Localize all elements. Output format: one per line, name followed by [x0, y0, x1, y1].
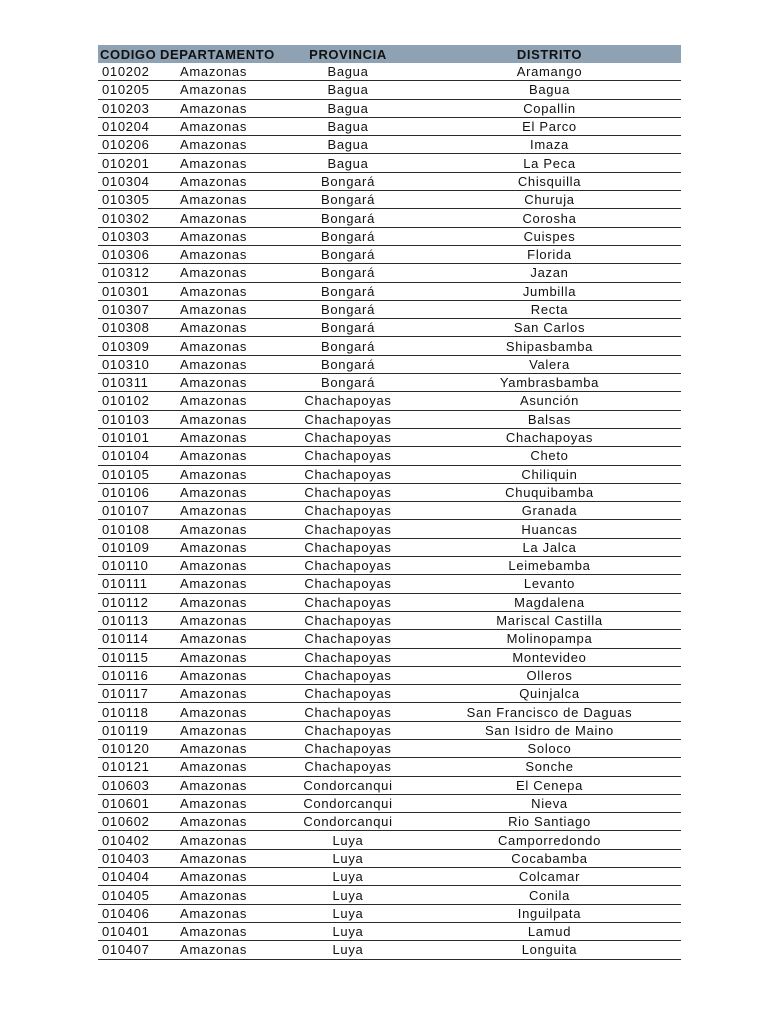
table-row	[98, 538, 681, 556]
table-row	[98, 465, 681, 483]
cell-provincia: Chachapoyas	[278, 465, 418, 483]
cell-codigo: 010304	[98, 172, 158, 190]
cell-distrito: Cheto	[418, 447, 681, 465]
cell-distrito: Chiliquin	[418, 465, 681, 483]
table-row	[98, 81, 681, 99]
cell-departamento: Amazonas	[158, 264, 278, 282]
header-provincia: PROVINCIA	[309, 46, 387, 62]
table-row	[98, 191, 681, 209]
cell-codigo: 010114	[98, 630, 158, 648]
cell-provincia: Luya	[278, 941, 418, 959]
cell-distrito: Florida	[418, 245, 681, 263]
cell-departamento: Amazonas	[158, 81, 278, 99]
table-row	[98, 502, 681, 520]
cell-departamento: Amazonas	[158, 886, 278, 904]
table-row	[98, 410, 681, 428]
cell-provincia: Bongará	[278, 191, 418, 209]
cell-provincia: Chachapoyas	[278, 721, 418, 739]
cell-distrito: Balsas	[418, 410, 681, 428]
cell-departamento: Amazonas	[158, 502, 278, 520]
table-row	[98, 721, 681, 739]
cell-departamento: Amazonas	[158, 813, 278, 831]
cell-departamento: Amazonas	[158, 611, 278, 629]
cell-provincia: Chachapoyas	[278, 538, 418, 556]
cell-distrito: Bagua	[418, 81, 681, 99]
cell-codigo: 010204	[98, 117, 158, 135]
cell-distrito: Chachapoyas	[418, 428, 681, 446]
table-row	[98, 648, 681, 666]
cell-codigo: 010110	[98, 557, 158, 575]
cell-provincia: Bongará	[278, 282, 418, 300]
cell-distrito: La Jalca	[418, 538, 681, 556]
table-row	[98, 392, 681, 410]
table-row	[98, 666, 681, 684]
cell-distrito: Asunción	[418, 392, 681, 410]
cell-distrito: Colcamar	[418, 868, 681, 886]
cell-departamento: Amazonas	[158, 703, 278, 721]
table-row	[98, 813, 681, 831]
cell-distrito: Copallin	[418, 99, 681, 117]
cell-provincia: Bagua	[278, 154, 418, 172]
spreadsheet-page	[98, 45, 677, 960]
cell-provincia: Condorcanqui	[278, 813, 418, 831]
header-codigo: CODIGO	[100, 46, 157, 62]
cell-departamento: Amazonas	[158, 209, 278, 227]
cell-departamento: Amazonas	[158, 63, 278, 81]
table-row	[98, 300, 681, 318]
cell-departamento: Amazonas	[158, 520, 278, 538]
cell-provincia: Bongará	[278, 209, 418, 227]
cell-codigo: 010404	[98, 868, 158, 886]
table-row	[98, 227, 681, 245]
cell-codigo: 010402	[98, 831, 158, 849]
cell-codigo: 010201	[98, 154, 158, 172]
cell-distrito: La Peca	[418, 154, 681, 172]
cell-provincia: Bongará	[278, 172, 418, 190]
cell-codigo: 010403	[98, 849, 158, 867]
cell-provincia: Chachapoyas	[278, 502, 418, 520]
cell-provincia: Bagua	[278, 99, 418, 117]
cell-codigo: 010303	[98, 227, 158, 245]
table-row	[98, 630, 681, 648]
cell-distrito: Cocabamba	[418, 849, 681, 867]
cell-codigo: 010310	[98, 355, 158, 373]
cell-provincia: Condorcanqui	[278, 776, 418, 794]
cell-departamento: Amazonas	[158, 685, 278, 703]
cell-provincia: Chachapoyas	[278, 575, 418, 593]
cell-codigo: 010112	[98, 593, 158, 611]
table-row	[98, 685, 681, 703]
cell-provincia: Luya	[278, 849, 418, 867]
cell-codigo: 010301	[98, 282, 158, 300]
cell-provincia: Chachapoyas	[278, 447, 418, 465]
cell-distrito: Churuja	[418, 191, 681, 209]
table-row	[98, 264, 681, 282]
cell-departamento: Amazonas	[158, 227, 278, 245]
cell-distrito: San Francisco de Daguas	[418, 703, 681, 721]
cell-departamento: Amazonas	[158, 319, 278, 337]
cell-codigo: 010102	[98, 392, 158, 410]
cell-distrito: Soloco	[418, 739, 681, 757]
cell-provincia: Chachapoyas	[278, 666, 418, 684]
cell-departamento: Amazonas	[158, 337, 278, 355]
table-row	[98, 739, 681, 757]
cell-distrito: Granada	[418, 502, 681, 520]
cell-provincia: Chachapoyas	[278, 593, 418, 611]
cell-departamento: Amazonas	[158, 117, 278, 135]
cell-departamento: Amazonas	[158, 721, 278, 739]
table-row	[98, 868, 681, 886]
cell-provincia: Chachapoyas	[278, 703, 418, 721]
cell-distrito: Shipasbamba	[418, 337, 681, 355]
cell-distrito: Conila	[418, 886, 681, 904]
cell-provincia: Bongará	[278, 245, 418, 263]
cell-distrito: Camporredondo	[418, 831, 681, 849]
cell-provincia: Bagua	[278, 117, 418, 135]
cell-codigo: 010406	[98, 904, 158, 922]
cell-distrito: Longuita	[418, 941, 681, 959]
cell-distrito: Yambrasbamba	[418, 374, 681, 392]
cell-distrito: Montevideo	[418, 648, 681, 666]
cell-codigo: 010302	[98, 209, 158, 227]
cell-codigo: 010603	[98, 776, 158, 794]
cell-provincia: Chachapoyas	[278, 392, 418, 410]
cell-provincia: Chachapoyas	[278, 557, 418, 575]
cell-departamento: Amazonas	[158, 849, 278, 867]
cell-provincia: Luya	[278, 886, 418, 904]
cell-codigo: 010105	[98, 465, 158, 483]
cell-provincia: Chachapoyas	[278, 520, 418, 538]
cell-departamento: Amazonas	[158, 245, 278, 263]
cell-codigo: 010203	[98, 99, 158, 117]
table-row	[98, 703, 681, 721]
cell-provincia: Bagua	[278, 136, 418, 154]
cell-codigo: 010104	[98, 447, 158, 465]
table-row	[98, 886, 681, 904]
cell-distrito: Imaza	[418, 136, 681, 154]
cell-codigo: 010307	[98, 300, 158, 318]
cell-departamento: Amazonas	[158, 374, 278, 392]
cell-departamento: Amazonas	[158, 794, 278, 812]
cell-departamento: Amazonas	[158, 630, 278, 648]
cell-departamento: Amazonas	[158, 831, 278, 849]
cell-provincia: Bongará	[278, 319, 418, 337]
cell-codigo: 010407	[98, 941, 158, 959]
cell-codigo: 010401	[98, 922, 158, 940]
cell-departamento: Amazonas	[158, 300, 278, 318]
cell-provincia: Bagua	[278, 81, 418, 99]
cell-distrito: Mariscal Castilla	[418, 611, 681, 629]
cell-departamento: Amazonas	[158, 465, 278, 483]
cell-codigo: 010113	[98, 611, 158, 629]
cell-codigo: 010311	[98, 374, 158, 392]
table-row	[98, 117, 681, 135]
cell-distrito: Molinopampa	[418, 630, 681, 648]
cell-provincia: Chachapoyas	[278, 428, 418, 446]
cell-departamento: Amazonas	[158, 538, 278, 556]
cell-distrito: El Cenepa	[418, 776, 681, 794]
cell-distrito: Quinjalca	[418, 685, 681, 703]
cell-distrito: Chuquibamba	[418, 483, 681, 501]
table-row	[98, 941, 681, 959]
cell-codigo: 010120	[98, 739, 158, 757]
cell-distrito: Olleros	[418, 666, 681, 684]
table-row	[98, 136, 681, 154]
cell-codigo: 010116	[98, 666, 158, 684]
cell-distrito: Levanto	[418, 575, 681, 593]
header-distrito: DISTRITO	[516, 46, 583, 62]
cell-codigo: 010101	[98, 428, 158, 446]
cell-distrito: San Isidro de Maino	[418, 721, 681, 739]
cell-departamento: Amazonas	[158, 776, 278, 794]
cell-departamento: Amazonas	[158, 666, 278, 684]
cell-codigo: 010108	[98, 520, 158, 538]
table-row	[98, 63, 681, 81]
cell-distrito: Huancas	[418, 520, 681, 538]
cell-provincia: Chachapoyas	[278, 611, 418, 629]
cell-provincia: Condorcanqui	[278, 794, 418, 812]
cell-departamento: Amazonas	[158, 410, 278, 428]
cell-provincia: Chachapoyas	[278, 648, 418, 666]
table-row	[98, 99, 681, 117]
cell-distrito: Jumbilla	[418, 282, 681, 300]
cell-codigo: 010405	[98, 886, 158, 904]
cell-distrito: Corosha	[418, 209, 681, 227]
cell-provincia: Bongará	[278, 264, 418, 282]
cell-distrito: Inguilpata	[418, 904, 681, 922]
cell-departamento: Amazonas	[158, 648, 278, 666]
cell-provincia: Chachapoyas	[278, 483, 418, 501]
cell-distrito: Lamud	[418, 922, 681, 940]
table-row	[98, 611, 681, 629]
cell-departamento: Amazonas	[158, 739, 278, 757]
cell-distrito: Aramango	[418, 63, 681, 81]
cell-provincia: Bongará	[278, 337, 418, 355]
cell-distrito: Rio Santiago	[418, 813, 681, 831]
cell-departamento: Amazonas	[158, 575, 278, 593]
table-row	[98, 172, 681, 190]
cell-distrito: Sonche	[418, 758, 681, 776]
table-row	[98, 209, 681, 227]
cell-codigo: 010107	[98, 502, 158, 520]
table-row	[98, 154, 681, 172]
table-row	[98, 319, 681, 337]
cell-codigo: 010109	[98, 538, 158, 556]
cell-provincia: Bongará	[278, 300, 418, 318]
cell-codigo: 010308	[98, 319, 158, 337]
cell-departamento: Amazonas	[158, 282, 278, 300]
cell-provincia: Luya	[278, 922, 418, 940]
table-row	[98, 794, 681, 812]
cell-departamento: Amazonas	[158, 593, 278, 611]
cell-distrito: Valera	[418, 355, 681, 373]
cell-codigo: 010312	[98, 264, 158, 282]
cell-distrito: Leimebamba	[418, 557, 681, 575]
cell-provincia: Bagua	[278, 63, 418, 81]
table-row	[98, 483, 681, 501]
cell-provincia: Bongará	[278, 374, 418, 392]
cell-codigo: 010309	[98, 337, 158, 355]
cell-distrito: San Carlos	[418, 319, 681, 337]
cell-distrito: Magdalena	[418, 593, 681, 611]
cell-codigo: 010205	[98, 81, 158, 99]
cell-departamento: Amazonas	[158, 172, 278, 190]
table-row	[98, 776, 681, 794]
header-departamento: DEPARTAMENTO	[160, 46, 275, 62]
cell-departamento: Amazonas	[158, 392, 278, 410]
cell-codigo: 010106	[98, 483, 158, 501]
cell-departamento: Amazonas	[158, 428, 278, 446]
cell-codigo: 010103	[98, 410, 158, 428]
cell-distrito: Cuispes	[418, 227, 681, 245]
cell-codigo: 010206	[98, 136, 158, 154]
table-row	[98, 374, 681, 392]
cell-provincia: Luya	[278, 868, 418, 886]
cell-provincia: Chachapoyas	[278, 758, 418, 776]
cell-codigo: 010111	[98, 575, 158, 593]
cell-codigo: 010119	[98, 721, 158, 739]
cell-provincia: Bongará	[278, 227, 418, 245]
cell-distrito: Recta	[418, 300, 681, 318]
cell-distrito: El Parco	[418, 117, 681, 135]
cell-departamento: Amazonas	[158, 99, 278, 117]
cell-provincia: Luya	[278, 904, 418, 922]
cell-codigo: 010118	[98, 703, 158, 721]
table-row	[98, 593, 681, 611]
table-row	[98, 428, 681, 446]
cell-departamento: Amazonas	[158, 941, 278, 959]
table-row	[98, 922, 681, 940]
cell-provincia: Luya	[278, 831, 418, 849]
cell-departamento: Amazonas	[158, 355, 278, 373]
cell-provincia: Chachapoyas	[278, 410, 418, 428]
cell-distrito: Jazan	[418, 264, 681, 282]
table-row	[98, 447, 681, 465]
table-row	[98, 849, 681, 867]
cell-departamento: Amazonas	[158, 191, 278, 209]
cell-departamento: Amazonas	[158, 154, 278, 172]
cell-codigo: 010306	[98, 245, 158, 263]
table-row	[98, 831, 681, 849]
cell-codigo: 010601	[98, 794, 158, 812]
cell-codigo: 010117	[98, 685, 158, 703]
table-row	[98, 557, 681, 575]
cell-departamento: Amazonas	[158, 136, 278, 154]
table-header-row	[98, 45, 681, 63]
table-row	[98, 282, 681, 300]
cell-departamento: Amazonas	[158, 922, 278, 940]
cell-departamento: Amazonas	[158, 904, 278, 922]
table-row	[98, 575, 681, 593]
cell-provincia: Chachapoyas	[278, 630, 418, 648]
cell-codigo: 010115	[98, 648, 158, 666]
cell-departamento: Amazonas	[158, 758, 278, 776]
table-row	[98, 355, 681, 373]
table-row	[98, 758, 681, 776]
cell-codigo: 010202	[98, 63, 158, 81]
cell-provincia: Chachapoyas	[278, 739, 418, 757]
table-row	[98, 245, 681, 263]
table-body	[98, 63, 681, 959]
cell-distrito: Nieva	[418, 794, 681, 812]
cell-codigo: 010602	[98, 813, 158, 831]
cell-departamento: Amazonas	[158, 868, 278, 886]
cell-departamento: Amazonas	[158, 557, 278, 575]
cell-provincia: Chachapoyas	[278, 685, 418, 703]
cell-departamento: Amazonas	[158, 447, 278, 465]
cell-codigo: 010121	[98, 758, 158, 776]
cell-codigo: 010305	[98, 191, 158, 209]
cell-distrito: Chisquilla	[418, 172, 681, 190]
ubigeo-table	[98, 45, 681, 960]
table-row	[98, 904, 681, 922]
table-row	[98, 337, 681, 355]
cell-provincia: Bongará	[278, 355, 418, 373]
table-row	[98, 520, 681, 538]
cell-departamento: Amazonas	[158, 483, 278, 501]
